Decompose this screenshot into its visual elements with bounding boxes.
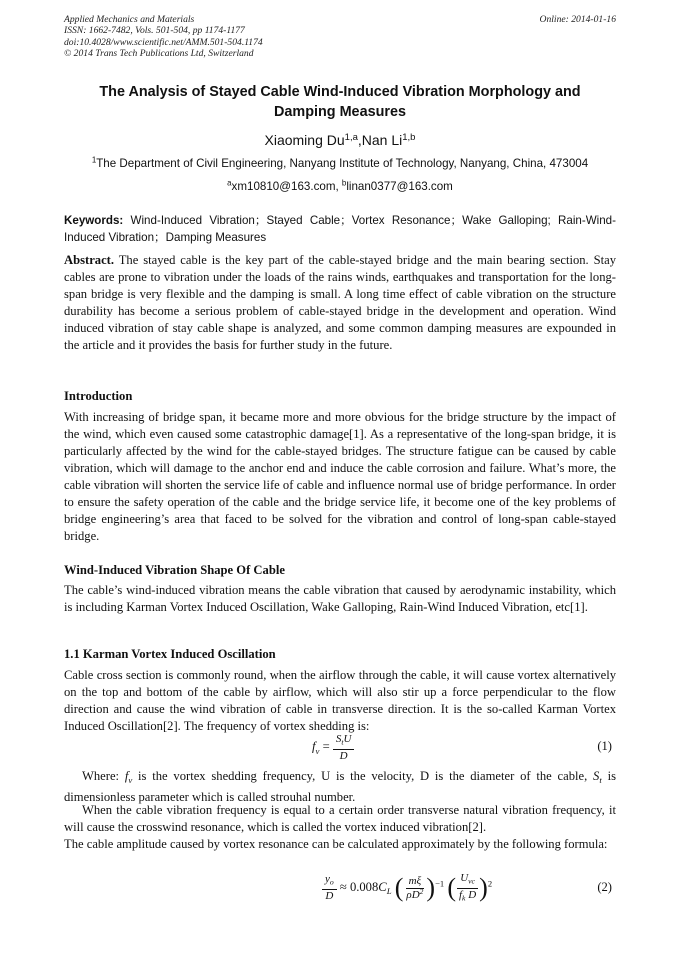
intro-heading: Introduction bbox=[64, 389, 133, 403]
doi-line: doi:10.4028/www.scientific.net/AMM.501-504.1174 bbox=[64, 36, 263, 48]
equation-1-number: (1) bbox=[597, 739, 612, 753]
email-b-mark: b bbox=[341, 178, 347, 188]
journal-header bbox=[64, 14, 616, 60]
author-1: Xiaoming Du bbox=[264, 132, 345, 148]
issn-line: ISSN: 1662-7482, Vols. 501-504, pp 1174-1177 bbox=[64, 25, 245, 37]
author-emails bbox=[64, 180, 616, 194]
email-a-mark: a bbox=[227, 178, 232, 188]
email-b[interactable]: linan0377@163.com bbox=[346, 180, 453, 193]
keywords-label: Keywords: bbox=[64, 214, 124, 227]
abstract bbox=[64, 252, 616, 354]
affiliation-mark: 1 bbox=[91, 155, 97, 165]
online-date: Online: 2014-01-16 bbox=[539, 14, 616, 25]
section-heading-vibration-shape: Wind-Induced Vibration Shape Of Cable bbox=[64, 563, 285, 577]
affiliation-text: The Department of Civil Engineering, Nanyang Institute of Technology, Nanyang, China, 473004 bbox=[96, 157, 589, 170]
amplitude-paragraph: The cable amplitude caused by vortex resonance can be calculated approximately by the following formula: bbox=[64, 837, 608, 851]
journal-name: Applied Mechanics and Materials bbox=[64, 14, 195, 25]
equation-2-number: (2) bbox=[597, 880, 612, 894]
abstract-label: Abstract. bbox=[64, 253, 115, 267]
author-2-affil: 1,b bbox=[402, 131, 416, 143]
abstract-text: The stayed cable is the key part of the cable-stayed bridge and the main bearing section. Stay cables are prone to vibration under the loads of the rains winds, earthquakes and transportation for the long-span bridge is very flexible and the damping is small. A long time effect of cable vibration on the structure durability has become a serious problem of cable-stayed bridge in the development and operation. Wind induced vibration of stay cable shape is analyzed, and some common damping measures are expounded in the article and it provides the basis for further study in the future. bbox=[64, 253, 616, 352]
title-line-2: Damping Measures bbox=[274, 104, 406, 120]
paper-title bbox=[64, 82, 616, 122]
section-paragraph-vibration-shape: The cable’s wind-induced vibration means the cable vibration that caused by aerodynamic instability, which is including Karman Vortex Induced Oscillation, Wake Galloping, Rain-Wind Induced Vibration, etc[1]. bbox=[64, 583, 616, 614]
keywords bbox=[64, 212, 616, 246]
where-paragraph: Where: $f_v$ is the vortex shedding frequency, U is the velocity, D is the diameter of the cable, $S_t$ is dimensionless parameter which is called strouhal number. bbox=[64, 769, 616, 805]
keywords-text: Wind-Induced Vibration；Stayed Cable；Vortex Resonance；Wake Galloping; Rain-Wind-Induced Vibration；Damping Measures bbox=[64, 214, 616, 244]
title-line-1: The Analysis of Stayed Cable Wind-Induced Vibration Morphology and bbox=[99, 84, 581, 100]
author-separator: , bbox=[357, 132, 362, 148]
equation-2: $\frac{y_o}{D}$ ≈ $0.008C_L$ ( $\frac{m\xi}{\rho D^2}$ )$^{-1}$ ( $\frac{U_{vc}}{f_k D}$ )$^2$ (2) bbox=[64, 872, 616, 912]
email-a[interactable]: xm10810@163.com, bbox=[231, 180, 342, 193]
equation-1-fraction: $\frac{S_tU}{D}$ bbox=[333, 733, 355, 763]
resonance-paragraph: When the cable vibration frequency is equal to a certain order transverse natural vibration frequency, it will cause the crosswind resonance, which is called the vortex induced vibration[2]. bbox=[64, 803, 616, 834]
subsection-paragraph-karman: Cable cross section is commonly round, when the airflow through the cable, it will cause vortex alternatively on the top and bottom of the cable by airflow, which will also stir up a force perpendicular to the flow direction and cause the wind vibration of cable in transverse direction. It is the so-called Karman Vortex Induced Oscillation[2]. The frequency of vortex shedding is: bbox=[64, 668, 616, 733]
affiliation bbox=[64, 157, 616, 171]
copyright-line: © 2014 Trans Tech Publications Ltd, Switzerland bbox=[64, 48, 254, 60]
author-2: Nan Li bbox=[361, 132, 403, 148]
intro-paragraph: With increasing of bridge span, it became more and more obvious for the bridge structure by the impact of the wind, which even caused some catastrophic damage[1]. As a representative of the long-span bridge, it is particularly affected by the wind for the cable-stayed bridges. The structure fatigue can be caused by cable vibration, which will damage to the anchor end and induce the cable corrosion and failure. What’s more, the cable vibration will shorten the service life of cable and influence normal use of bridge performance. In order to ensure the safety operation of the cable and the bridge service life, it become one of the key problems of bridge engineering’s area that faced to be solved for the vibration and control of long-span cable-stayed bridge. bbox=[64, 410, 616, 543]
subsection-heading-karman: 1.1 Karman Vortex Induced Oscillation bbox=[64, 647, 276, 661]
equation-1: $f_v$ = $\frac{S_tU}{D}$ (1) bbox=[312, 733, 612, 762]
author-list bbox=[64, 131, 616, 149]
author-1-affil: 1,a bbox=[344, 131, 358, 143]
